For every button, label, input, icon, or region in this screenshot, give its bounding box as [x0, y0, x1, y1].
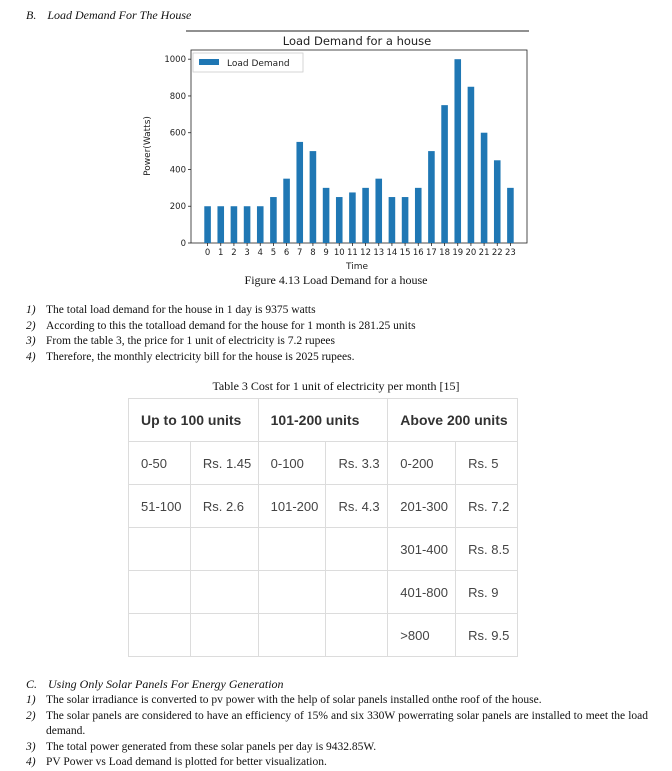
y-tick-label: 600: [169, 128, 186, 139]
bar: [468, 87, 475, 243]
table-cell: 401-800: [388, 571, 456, 614]
x-tick-label: 8: [310, 248, 316, 258]
x-tick-label: 11: [347, 248, 358, 258]
bar: [375, 179, 382, 243]
table-row: [129, 614, 518, 657]
table-row: [129, 528, 518, 571]
load-demand-chart: [130, 28, 540, 276]
plot-frame: [191, 50, 527, 243]
table-cell: Rs. 5: [456, 442, 518, 485]
list-item: 2) According to this the totalload demand for the house for 1 month is 281.25 units: [26, 319, 416, 332]
table-caption: Table 3 Cost for 1 unit of electricity per month [15]: [212, 379, 460, 393]
bar: [402, 197, 409, 243]
table-cell: Rs. 7.2: [456, 485, 518, 528]
bar: [204, 206, 211, 243]
table-row: [129, 571, 518, 614]
list-item: 1) The solar irradiance is converted to pv power with the help of solar panels installed onthe roof of the house.: [26, 694, 542, 706]
list-item: 1) The total load demand for the house in 1 day is 9375 watts: [26, 304, 316, 316]
x-tick-label: 6: [283, 248, 290, 258]
table-cell: [326, 528, 388, 571]
x-tick-label: 5: [270, 248, 277, 258]
x-tick-label: 2: [231, 248, 237, 258]
electricity-cost-table: [128, 398, 518, 657]
bar: [507, 188, 514, 243]
load-demand-list: [26, 303, 646, 365]
table-cell: 301-400: [388, 528, 456, 571]
legend-swatch: [199, 59, 219, 65]
x-tick-label: 3: [244, 248, 250, 258]
x-axis: [205, 243, 516, 258]
x-axis-label: Time: [345, 262, 369, 272]
table-cell: Rs. 9.5: [456, 614, 518, 657]
bar: [244, 206, 251, 243]
bar: [323, 188, 330, 243]
bar: [296, 142, 303, 243]
x-tick-label: 18: [439, 248, 450, 258]
y-axis: [164, 55, 191, 249]
section-b-heading: [26, 8, 191, 23]
section-c-letter: C.: [26, 677, 38, 691]
table-cell: 101-200: [258, 485, 326, 528]
chart-legend: [193, 53, 303, 72]
bar: [336, 197, 343, 243]
table-cell: Rs. 2.6: [190, 485, 258, 528]
y-axis-label: Power(Watts): [143, 116, 153, 176]
bar: [428, 151, 435, 243]
table-cell: [326, 571, 388, 614]
bar: [349, 192, 356, 243]
y-tick-label: 1000: [164, 55, 186, 66]
table-cell: 0-50: [129, 442, 191, 485]
table-cell: Rs. 1.45: [190, 442, 258, 485]
table-cell: [258, 571, 326, 614]
table-cell: [129, 528, 191, 571]
legend-label: Load Demand: [227, 59, 290, 69]
bar: [362, 188, 369, 243]
bar: [270, 197, 277, 243]
x-tick-label: 4: [257, 248, 263, 258]
bar: [283, 179, 290, 243]
table-header-row: [129, 399, 518, 442]
section-c-heading: [26, 677, 284, 692]
table-row: [129, 442, 518, 485]
x-tick-label: 22: [491, 248, 503, 258]
header-above-200: Above 200 units: [388, 399, 518, 442]
bar: [257, 206, 264, 243]
x-tick-label: 13: [373, 248, 385, 258]
bar: [217, 206, 224, 243]
x-tick-label: 20: [465, 248, 477, 258]
table-cell: [190, 571, 258, 614]
x-tick-label: 12: [360, 248, 371, 258]
table-cell: [258, 528, 326, 571]
header-101-200: 101-200 units: [258, 399, 388, 442]
x-tick-label: 23: [505, 248, 516, 258]
table-cell: [190, 528, 258, 571]
section-b-letter: B.: [26, 8, 37, 22]
header-up-to-100: Up to 100 units: [129, 399, 259, 442]
y-tick-label: 400: [169, 165, 186, 176]
bar: [310, 151, 317, 243]
bar: [481, 133, 488, 243]
table-cell: [258, 614, 326, 657]
list-item: 3) From the table 3, the price for 1 unit of electricity is 7.2 rupees: [26, 335, 336, 347]
table-cell: [326, 614, 388, 657]
x-tick-label: 14: [386, 248, 398, 258]
y-tick-label: 200: [169, 202, 186, 213]
x-tick-label: 0: [204, 248, 211, 258]
list-item: 4) PV Power vs Load demand is plotted for better visualization.: [26, 756, 327, 768]
x-tick-label: 9: [323, 248, 329, 258]
bar: [441, 105, 448, 243]
x-tick-label: 10: [333, 248, 345, 258]
x-tick-label: 1: [218, 248, 224, 258]
table-cell: 0-100: [258, 442, 326, 485]
table-cell: >800: [388, 614, 456, 657]
x-tick-label: 17: [426, 248, 437, 258]
y-tick-label: 800: [169, 91, 186, 102]
x-tick-label: 16: [412, 248, 424, 258]
table-cell: 0-200: [388, 442, 456, 485]
y-tick-label: 0: [180, 239, 186, 249]
table-cell: [129, 614, 191, 657]
figure-caption: Figure 4.13 Load Demand for a house: [244, 273, 428, 287]
list-item: 4) Therefore, the monthly electricity bill for the house is 2025 rupees.: [26, 350, 355, 363]
table-cell: [190, 614, 258, 657]
table-cell: 51-100: [129, 485, 191, 528]
bar: [389, 197, 396, 243]
table-cell: Rs. 3.3: [326, 442, 388, 485]
bar: [415, 188, 422, 243]
table-cell: Rs. 4.3: [326, 485, 388, 528]
bar: [454, 59, 461, 243]
table-cell: Rs. 9: [456, 571, 518, 614]
list-item: 3) The total power generated from these solar panels per day is 9432.85W.: [26, 740, 377, 753]
section-b-title: Load Demand For The House: [47, 8, 192, 22]
section-c-title: Using Only Solar Panels For Energy Generation: [48, 677, 284, 691]
bar-series: [204, 59, 513, 243]
x-tick-label: 19: [452, 248, 464, 258]
bar: [231, 206, 238, 243]
x-tick-label: 15: [399, 248, 411, 258]
bar: [494, 160, 501, 243]
table-row: [129, 485, 518, 528]
x-tick-label: 7: [297, 248, 303, 258]
solar-panels-list: [26, 693, 648, 771]
x-tick-label: 21: [478, 248, 490, 258]
list-item: 2) The solar panels are considered to have an efficiency of 15% and six 330W powerrating solar panels are installed to meet the load demand.: [26, 709, 648, 737]
table-cell: Rs. 8.5: [456, 528, 518, 571]
table-cell: 201-300: [388, 485, 456, 528]
table-cell: [129, 571, 191, 614]
chart-title: Load Demand for a house: [282, 34, 432, 48]
